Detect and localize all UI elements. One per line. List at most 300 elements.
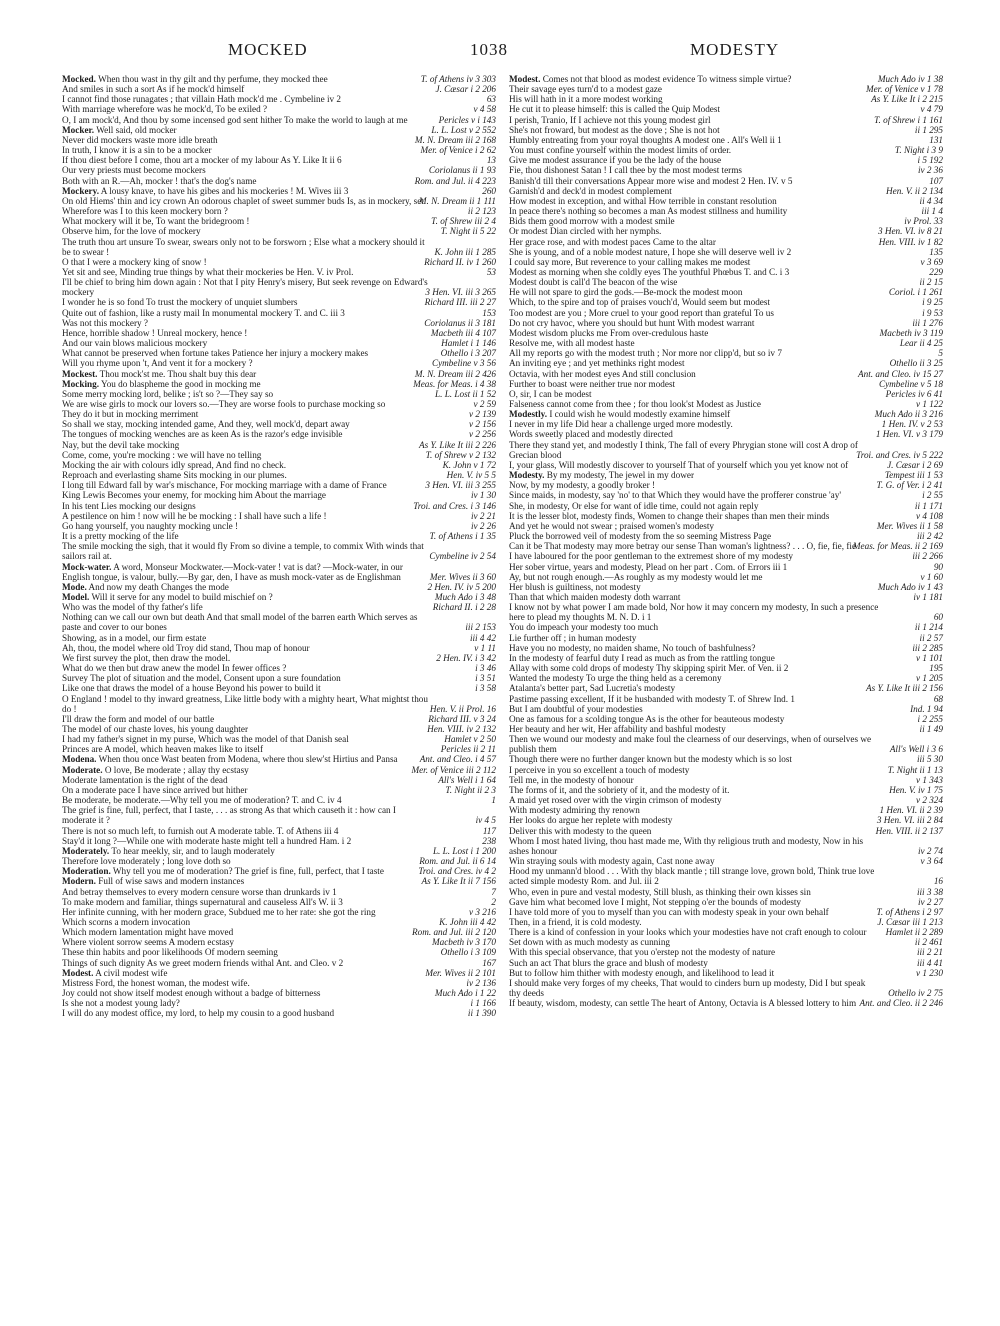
concordance-entry — [509, 998, 943, 1008]
concordance-entry — [509, 673, 943, 683]
quotation-text: Was not this mockery ? — [62, 317, 149, 328]
play-reference: 90 — [933, 561, 943, 572]
quotation-text: The smile mocking the sigh, that it would fly From so divine a temple, to commix With winds that sailors rail at. — [62, 541, 424, 562]
play-reference: Cymbeline iv 2 54 — [429, 551, 496, 562]
quotation-text: Falseness cannot come from thee ; for thou look'st Modest as Justice — [509, 399, 761, 409]
play-reference: 229 — [929, 266, 943, 277]
play-reference: i 3 46 — [475, 663, 496, 674]
play-reference: ii 1 295 — [914, 124, 943, 135]
concordance-entry — [62, 348, 496, 358]
quotation-text: I have laboured for the poor gentleman to the extremest shore of my modesty — [509, 551, 793, 562]
concordance-entry — [62, 511, 496, 521]
concordance-entry — [509, 257, 943, 267]
concordance-entry — [509, 247, 943, 257]
concordance-entry — [62, 744, 496, 754]
play-reference: Rom. and Jul. ii 4 223 — [414, 175, 496, 186]
concordance-entry — [62, 521, 496, 531]
concordance-entry — [62, 257, 496, 267]
quotation-text: If beauty, wisdom, modesty, can settle The heart of Antony, Octavia is A blessed lottery to him — [509, 998, 857, 1009]
play-reference: iv 2 27 — [917, 896, 943, 907]
quotation-text: King Lewis Becomes your enemy, for mocking him About the marriage — [62, 490, 326, 501]
play-reference: 3 Hen. VI. iii 3 255 — [425, 480, 496, 491]
concordance-entry — [62, 805, 496, 825]
concordance-entry — [62, 165, 496, 175]
play-reference: iii 5 30 — [916, 754, 943, 765]
play-reference: 1 Hen. IV. v 2 53 — [881, 419, 943, 430]
concordance-entry — [509, 84, 943, 94]
play-reference: 3 Hen. VI. iii 2 84 — [876, 815, 943, 826]
quotation-text: Octavia, with her modest eyes And still conclusion — [509, 368, 696, 379]
play-reference: Othello iv 2 75 — [888, 988, 943, 999]
quotation-text: A civil modest wife — [95, 967, 168, 978]
concordance-entry — [509, 541, 943, 551]
quotation-text: Allay with some cold drops of modesty Thy skipping spirit Mer. of Ven. ii 2 — [509, 663, 789, 674]
quotation-text: Banish'd till their conversations Appear more wise and modest 2 Hen. IV. v 5 — [509, 175, 793, 186]
concordance-entry — [509, 765, 943, 775]
quotation-text: In peace there's nothing so becomes a man As modest stillness and humility — [509, 206, 788, 217]
concordance-entry — [62, 308, 496, 318]
quotation-text: Her grace rose, and with modest paces Came to the altar — [509, 236, 716, 247]
play-reference: iii 4 42 — [469, 632, 496, 643]
play-reference: L. L. Lost i 1 200 — [432, 845, 496, 856]
play-reference: v 2 324 — [915, 795, 943, 806]
play-reference: 13 — [486, 155, 496, 166]
concordance-entry — [509, 308, 943, 318]
concordance-entry — [509, 369, 943, 379]
concordance-entry — [509, 287, 943, 297]
quotation-text: Lie further off ; in human modesty — [509, 632, 637, 643]
play-reference: Rom. and Jul. ii 6 14 — [419, 856, 496, 867]
concordance-entry — [62, 379, 496, 389]
quotation-text: You must confine yourself within the modest limits of order. — [509, 145, 732, 156]
play-reference: Hen. V. iv 5 5 — [446, 470, 496, 481]
quotation-text: Stay'd it long ?—While one with moderate haste might tell a hundred Ham. i 2 — [62, 835, 352, 846]
quotation-text: Moderate lamentation is the right of the dead — [62, 774, 228, 785]
quotation-text: Comes not that blood as modest evidence To witness simple virtue? — [542, 74, 792, 84]
play-reference: Pericles ii 2 11 — [440, 744, 496, 755]
concordance-entry — [62, 724, 496, 734]
concordance-entry — [509, 562, 943, 572]
play-reference: T. of Athens iv 3 303 — [420, 74, 496, 84]
play-reference: ii 4 34 — [919, 195, 943, 206]
concordance-entry — [62, 369, 496, 379]
concordance-entry — [62, 998, 496, 1008]
play-reference: Tempest iii 1 53 — [884, 470, 943, 481]
play-reference: i 5 192 — [917, 155, 943, 166]
play-reference: v 1 343 — [915, 774, 943, 785]
play-reference: v 1 101 — [915, 652, 943, 663]
quotation-text: Or modest Dian circled with her nymphs. — [509, 226, 662, 237]
play-reference: T. Night ii 1 13 — [887, 764, 943, 775]
concordance-entry — [62, 429, 496, 439]
play-reference: 16 — [933, 876, 943, 887]
concordance-entry — [62, 917, 496, 927]
headword: Moderate. — [62, 764, 103, 775]
play-reference: iv Prol. 33 — [904, 216, 943, 227]
quotation-text: On old Hiems' thin and icy crown An odorous chaplet of sweet summer buds Is, as in mockery, set — [62, 195, 424, 206]
concordance-entry — [509, 490, 943, 500]
play-reference: 63 — [486, 94, 496, 105]
play-reference: Richard II. iv 1 260 — [424, 256, 496, 267]
play-reference: 60 — [933, 612, 943, 623]
play-reference: K. John iii 1 285 — [434, 246, 496, 257]
concordance-entry — [62, 297, 496, 307]
quotation-text: I, your glass, Will modestly discover to yourself That of yourself which you yet know not of — [509, 459, 849, 470]
concordance-entry — [62, 145, 496, 155]
quotation-text: Will it serve for any model to build mischief on ? — [91, 591, 273, 602]
quotation-text: To hear meekly, sir, and to laugh moderately — [111, 845, 275, 856]
quotation-text: His will hath in it a more modest working — [509, 94, 663, 105]
play-reference: Hen. V. ii Prol. 16 — [429, 703, 496, 714]
quotation-text: Who was the model of thy father's life — [62, 602, 203, 613]
play-reference: Coriolanus ii 3 181 — [424, 317, 496, 328]
concordance-entry — [62, 866, 496, 876]
quotation-text: Mistress Ford, the honest woman, the modest wife. — [62, 977, 250, 988]
concordance-entry — [509, 582, 943, 592]
quotation-text: By my modesty, The jewel in my dower — [546, 470, 695, 481]
concordance-entry — [62, 104, 496, 114]
quotation-text: Pluck the borrowed veil of modesty from the so seeming Mistress Page — [509, 531, 772, 542]
play-reference: Cymbeline v 5 18 — [878, 378, 943, 389]
concordance-entry — [62, 836, 496, 846]
quotation-text: O, I am mock'd, And thou by some incensed god sent hither To make the world to laugh at me — [62, 114, 408, 125]
concordance-entry — [62, 328, 496, 338]
play-reference: v 1 230 — [915, 967, 943, 978]
concordance-entry — [62, 470, 496, 480]
concordance-entry — [62, 531, 496, 541]
play-reference: 238 — [482, 835, 496, 846]
quotation-text: Therefore love moderately ; long love doth so — [62, 856, 231, 867]
quotation-text: Modest doubt is call'd The beacon of the wise — [509, 277, 678, 288]
play-reference: Lear ii 4 25 — [899, 338, 943, 349]
concordance-entry — [509, 551, 943, 561]
play-reference: J. Cæsar i 2 206 — [435, 84, 496, 95]
quotation-text: Hence, horrible shadow ! Unreal mockery, hence ! — [62, 327, 248, 338]
quotation-text: But to follow him thither with modesty enough, and likelihood to lead it — [509, 967, 775, 978]
concordance-entry — [62, 765, 496, 775]
quotation-text: O love, Be moderate ; allay thy ecstasy — [104, 764, 249, 775]
play-reference: Hen. VIII. iv 1 82 — [878, 236, 943, 247]
quotation-text: She, in modesty, Or else for want of idle time, could not again reply — [509, 500, 759, 511]
play-reference: J. Cæsar iii 1 213 — [877, 916, 943, 927]
play-reference: 2 — [491, 896, 496, 907]
concordance-entry — [62, 358, 496, 368]
concordance-entry — [509, 328, 943, 338]
quotation-text: Modest wisdom plucks me From over-credulous haste — [509, 327, 709, 338]
headword: Moderately. — [62, 845, 110, 856]
quotation-text: Will you rhyme upon 't, And vent it for a mockery ? — [62, 358, 253, 369]
concordance-entry — [509, 734, 943, 754]
play-reference: 135 — [929, 246, 943, 257]
quotation-text: She's not froward, but modest as the dove ; She is not hot — [509, 124, 720, 135]
quotation-text: Further to boast were neither true nor modest — [509, 378, 676, 389]
play-reference: T. Night ii 2 3 — [445, 784, 496, 795]
concordance-entry — [62, 409, 496, 419]
concordance-entry — [62, 876, 496, 886]
headword: Mocking. — [62, 378, 100, 389]
quotation-text: With marriage wherefore was he mock'd, To be exiled ? — [62, 104, 268, 115]
play-reference: Othello i 3 207 — [440, 348, 496, 359]
quotation-text: In his tent Lies mocking our designs — [62, 500, 196, 511]
quotation-text: Be moderate, be moderate.—Why tell you me of moderation? T. and C. iv 4 — [62, 795, 342, 806]
play-reference: Hamlet ii 2 289 — [885, 927, 943, 938]
quotation-text: It is a pretty mocking of the life — [62, 531, 179, 542]
concordance-entry — [62, 74, 496, 84]
play-reference: Othello ii 3 25 — [889, 358, 943, 369]
quotation-text: A pestilence on him ! now will he be mocking : I shall have such a life ! — [62, 510, 327, 521]
play-reference: iv 4 5 — [475, 815, 496, 826]
quotation-text: I know not by what power I am made bold, Nor how it may concern my modesty, In such a presence here to plead my thoughts M. N. D. i 1 — [509, 602, 879, 623]
quotation-text: The grief is fine, full, perfect, that I taste, . . . as strong As that which causeth it : how can I moderate it ? — [62, 805, 396, 826]
quotation-text: I could say more, But reverence to your calling makes me modest — [509, 256, 751, 267]
concordance-entry — [509, 907, 943, 917]
concordance-entry — [509, 805, 943, 815]
play-reference: T. of Shrew v 2 132 — [425, 449, 496, 460]
play-reference: iv 2 74 — [917, 845, 943, 856]
concordance-entry — [509, 815, 943, 825]
play-reference: Troi. and Cres. iv 4 2 — [418, 866, 496, 877]
concordance-entry — [62, 633, 496, 643]
quotation-text: A lousy knave, to have his gibes and his mockeries ! M. Wives iii 3 — [100, 185, 349, 196]
play-reference: Much Ado i 3 48 — [434, 591, 496, 602]
quotation-text: We are wise girls to mock our lovers so.—They are worse fools to purchase mocking so — [62, 399, 386, 409]
right-column — [509, 74, 943, 1326]
concordance-entry — [509, 785, 943, 795]
quotation-text: These thin habits and poor likelihoods Of modern seeming — [62, 947, 278, 958]
headword: Mode. — [62, 581, 87, 592]
quotation-text: He cut it to please himself: this is called the Quip Modest — [509, 104, 721, 115]
concordance-entry — [62, 186, 496, 196]
concordance-entry — [62, 683, 496, 693]
play-reference: v 1 122 — [915, 399, 943, 409]
quotation-text: What cannot be preserved when fortune takes Patience her injury a mockery makes — [62, 348, 369, 359]
quotation-text: It is the lesser blot, modesty finds, Women to change their shapes than men their minds — [509, 510, 830, 521]
concordance-entry — [509, 480, 943, 490]
play-reference: ii 2 57 — [919, 632, 943, 643]
concordance-entry — [509, 622, 943, 632]
quotation-text: The tongues of mocking wenches are as keen As is the razor's edge invisible — [62, 429, 343, 440]
quotation-text: Joy could not show itself modest enough without a badge of bitterness — [62, 988, 321, 999]
play-reference: T. Night i 3 9 — [894, 145, 943, 156]
quotation-text: Nothing can we call our own but death And that small model of the barren earth Which serves as paste and cover to our bones — [62, 612, 418, 633]
play-reference: v 3 69 — [920, 256, 943, 267]
quotation-text: What do we then but draw anew the model In fewer offices ? — [62, 663, 287, 674]
concordance-entry — [509, 856, 943, 866]
concordance-entry — [62, 602, 496, 612]
quotation-text: Do not cry havoc, where you should but hunt With modest warrant — [509, 317, 755, 328]
concordance-entry — [509, 440, 943, 460]
concordance-entry — [509, 155, 943, 165]
concordance-entry — [62, 237, 496, 257]
quotation-text: I never in my life Did hear a challenge urged more modestly. — [509, 419, 733, 430]
quotation-text: Her blush is guiltiness, not modesty — [509, 581, 641, 592]
quotation-text: And betray themselves to every modern censure worse than drunkards iv 1 — [62, 886, 337, 897]
quotation-text: With this special observance, that you o'erstep not the modesty of nature — [509, 947, 776, 958]
quotation-text: I will do any modest office, my lord, to help my cousin to a good husband — [62, 1008, 335, 1019]
quotation-text: Survey The plot of situation and the model, Consent upon a sure foundation — [62, 673, 341, 684]
concordance-entry — [509, 937, 943, 947]
play-reference: M. N. Dream iii 2 168 — [414, 134, 496, 145]
quotation-text: Fie, thou dishonest Satan ! I call thee by the most modest terms — [509, 165, 742, 176]
quotation-text: Humbly entreating from your royal thoughts A modest one . All's Well ii 1 — [509, 134, 782, 145]
play-reference: 3 Hen. VI. iv 8 21 — [877, 226, 943, 237]
play-reference: 107 — [929, 175, 943, 186]
concordance-entry — [509, 165, 943, 175]
quotation-text: Since maids, in modesty, say 'no' to that Which they would have the profferer construe 'ay' — [509, 490, 842, 501]
concordance-entry — [62, 176, 496, 186]
play-reference: M. N. Dream ii 1 111 — [418, 195, 496, 206]
headword: Model. — [62, 591, 90, 602]
quotation-text: Modest as morning when she coldly eyes The youthful Phœbus T. and C. i 3 — [509, 266, 790, 277]
concordance-entry — [62, 490, 496, 500]
quotation-text: I have told more of you to myself than you can with modesty speak in your own behalf — [509, 906, 829, 917]
quotation-text: I perceive in you so excellent a touch of modesty — [509, 764, 690, 775]
play-reference: v 2 59 — [473, 399, 496, 409]
concordance-entry — [509, 947, 943, 957]
play-reference: ii 2 123 — [467, 206, 496, 217]
quotation-text: One as famous for a scolding tongue As is the other for beauteous modesty — [509, 713, 785, 724]
quotation-text: Words sweetly placed and modestly directed — [509, 429, 673, 440]
quotation-text: O, sir, I can be modest — [509, 388, 592, 399]
concordance-entry — [62, 450, 496, 460]
play-reference: i 3 51 — [475, 673, 496, 684]
play-reference: v 4 79 — [920, 104, 943, 115]
concordance-entry — [509, 74, 943, 84]
play-reference: J. Cæsar i 2 69 — [887, 459, 943, 470]
concordance-entry — [509, 633, 943, 643]
play-reference: v 2 256 — [468, 429, 496, 440]
play-reference: 1 — [491, 795, 496, 806]
quotation-text: When thou wast in thy gilt and thy perfume, they mocked thee — [98, 74, 328, 84]
concordance-entry — [62, 562, 496, 582]
quotation-text: Which modern lamentation might have moved — [62, 927, 234, 938]
play-reference: i 9 25 — [922, 297, 943, 308]
quotation-text: You do blaspheme the good in mocking me — [100, 378, 261, 389]
quotation-text: She is young, and of a noble modest nature, I hope she will deserve well iv 2 — [509, 246, 792, 257]
quotation-text: A maid yet rosed over with the virgin crimson of modesty — [509, 795, 722, 806]
play-reference: Macbeth iii 4 107 — [430, 327, 496, 338]
headword: Mockery. — [62, 185, 99, 196]
concordance-entry — [62, 734, 496, 744]
quotation-text: Her infinite cunning, with her modern grace, Subdued me to her rate: she got the ring — [62, 906, 376, 917]
concordance-entry — [509, 277, 943, 287]
quotation-text: Yet sit and see, Minding true things by what their mockeries be Hen. V. iv Prol. — [62, 266, 354, 277]
concordance-entry — [509, 602, 943, 622]
headword: Mockest. — [62, 368, 98, 379]
concordance-entry — [62, 582, 496, 592]
concordance-entry — [509, 958, 943, 968]
concordance-entry — [509, 338, 943, 348]
play-reference: iii 1 276 — [912, 317, 943, 328]
play-reference: Hen. VIII. ii 2 137 — [875, 825, 943, 836]
quotation-text: Wherefore was I to this keen mockery born ? — [62, 206, 228, 217]
play-reference: Much Ado i 1 22 — [434, 988, 496, 999]
quotation-text: With modesty admiring thy renown — [509, 805, 640, 816]
play-reference: Meas. for Meas. ii 2 169 — [852, 541, 943, 552]
quotation-text: Wanted the modesty To urge the thing held as a ceremony — [509, 673, 722, 684]
concordance-entry — [509, 754, 943, 764]
headword: Modern. — [62, 876, 96, 887]
concordance-entry — [62, 226, 496, 236]
quotation-text: I could wish he would modestly examine himself — [549, 409, 731, 420]
play-reference: Mer. of Venice v 1 78 — [865, 84, 943, 95]
concordance-entry — [62, 988, 496, 998]
play-reference: Richard II. i 2 28 — [432, 602, 496, 613]
concordance-entry — [62, 1008, 496, 1018]
play-reference: Ant. and Cleo. iv 15 27 — [858, 368, 943, 379]
quotation-text: Who, even in pure and vestal modesty, Still blush, as thinking their own kisses sin — [509, 886, 811, 897]
quotation-text: We first survey the plot, then draw the model. — [62, 652, 231, 663]
concordance-entry — [62, 592, 496, 602]
concordance-entry — [62, 846, 496, 856]
play-reference: iv 2 36 — [917, 165, 943, 176]
concordance-entry — [509, 968, 943, 978]
concordance-entry — [62, 206, 496, 216]
concordance-entry — [509, 836, 943, 856]
quotation-text: Deliver this with modesty to the queen — [509, 825, 652, 836]
quotation-text: In the modesty of fearful duty I read as much as from the rattling tongue — [509, 652, 775, 663]
quotation-text: They do it but in mocking merriment — [62, 409, 199, 420]
play-reference: iii 2 42 — [916, 531, 943, 542]
play-reference: 7 — [491, 886, 496, 897]
quotation-text: I wonder he is so fond To trust the mockery of unquiet slumbers — [62, 297, 298, 308]
concordance-entry — [62, 125, 496, 135]
concordance-entry — [62, 795, 496, 805]
concordance-entry — [62, 958, 496, 968]
play-reference: K. John v 1 72 — [442, 459, 496, 470]
concordance-entry — [509, 572, 943, 582]
quotation-text: Which scorns a modern invocation — [62, 916, 191, 927]
quotation-text: Go hang yourself, you naughty mocking uncle ! — [62, 520, 239, 531]
play-reference: v 2 139 — [468, 409, 496, 420]
left-column — [62, 74, 496, 1326]
play-reference: M. N. Dream iii 2 426 — [414, 368, 496, 379]
concordance-entry — [62, 968, 496, 978]
concordance-entry — [509, 206, 943, 216]
quotation-text: Which, to the spire and top of praises vouch'd, Would seem but modest — [509, 297, 771, 308]
play-reference: Ind. 1 94 — [910, 703, 943, 714]
quotation-text: There is a kind of confession in your looks which your modesties have not craft enough to colour — [509, 927, 867, 938]
quotation-text: And yet he would not swear ; praised women's modesty — [509, 520, 715, 531]
concordance-entry — [509, 379, 943, 389]
concordance-entry — [62, 115, 496, 125]
concordance-entry — [509, 318, 943, 328]
concordance-entry — [62, 978, 496, 988]
play-reference: iii 4 41 — [916, 957, 943, 968]
play-reference: Much Ado iv 1 43 — [877, 581, 943, 592]
play-reference: T. Night ii 5 22 — [440, 226, 496, 237]
concordance-entry — [509, 115, 943, 125]
concordance-entry — [62, 947, 496, 957]
concordance-entry — [62, 927, 496, 937]
concordance-entry — [509, 704, 943, 714]
quotation-text: I long till Edward fall by war's mischance, For mocking marriage with a dame of France — [62, 480, 387, 491]
concordance-entry — [509, 592, 943, 602]
concordance-entry — [509, 978, 943, 998]
concordance-entry — [62, 887, 496, 897]
play-reference: 2 Hen. IV. i 3 42 — [436, 652, 496, 663]
concordance-entry — [509, 724, 943, 734]
play-reference: Troi. and Cres. i 3 146 — [413, 500, 496, 511]
play-reference: iv 2 136 — [466, 977, 496, 988]
play-reference: K. John iii 4 42 — [439, 916, 496, 927]
play-reference: Macbeth iv 3 119 — [879, 327, 943, 338]
quotation-text: Come, come, you're mocking : we will have no telling — [62, 449, 262, 460]
play-reference: 195 — [929, 663, 943, 674]
quotation-text: Both with an R.—Ah, mocker ! that's the dog's name — [62, 175, 257, 186]
concordance-entry — [509, 186, 943, 196]
play-reference: Richard III. iii 2 27 — [424, 297, 496, 308]
